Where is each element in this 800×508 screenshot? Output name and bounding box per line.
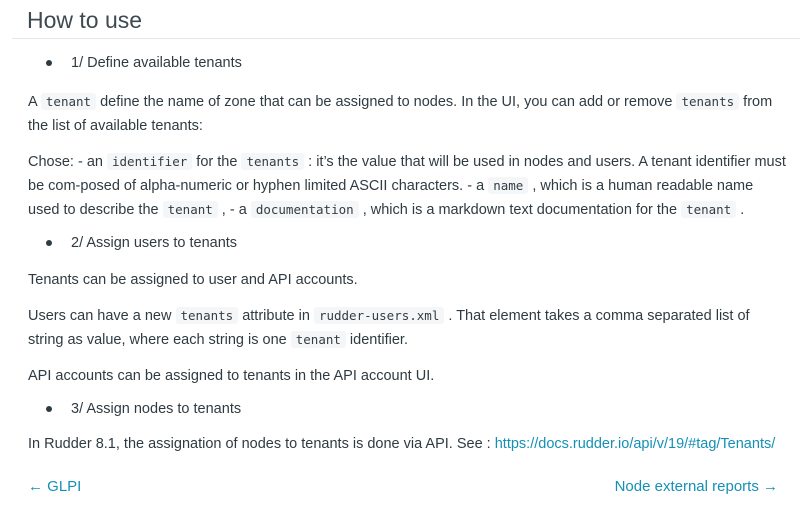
code-rudder-users-xml: rudder-users.xml: [314, 307, 444, 324]
code-identifier: identifier: [107, 153, 192, 170]
prev-page-link[interactable]: ← GLPI: [28, 478, 82, 495]
title-divider: [12, 38, 800, 39]
code-tenant: tenant: [291, 331, 346, 348]
text: attribute in: [238, 308, 314, 324]
code-tenant: tenant: [163, 201, 218, 218]
bullet-icon: [46, 406, 52, 412]
code-name: name: [488, 177, 528, 194]
step-1-item: [28, 50, 788, 76]
code-tenants: tenants: [241, 153, 304, 170]
step-2-label: 2/ Assign users to tenants: [71, 235, 238, 251]
step-3-item: [28, 396, 788, 422]
text: identifier.: [345, 332, 408, 348]
text: .: [736, 202, 745, 218]
text: from the list of available tenants:: [28, 94, 773, 134]
code-tenant: tenant: [681, 201, 736, 218]
code-tenant: tenant: [41, 93, 96, 110]
text: In Rudder 8.1, the assignation of nodes to tenants is done via API. See :: [28, 436, 495, 452]
next-page-link[interactable]: Node external reports →: [614, 478, 778, 495]
tenant-fields-paragraph: [28, 150, 788, 222]
page-title: How to use: [27, 7, 143, 33]
tenant-definition-paragraph: [28, 90, 788, 138]
tenants-api-link[interactable]: https://docs.rudder.io/api/v/19/#tag/Tenants/: [494, 436, 776, 452]
code-documentation: documentation: [251, 201, 359, 218]
users-paragraph: [28, 304, 788, 352]
text: , which is a human readable name used to describe the: [28, 178, 754, 218]
text: Users can have a new: [28, 308, 176, 324]
text: A: [28, 94, 41, 110]
text: , - a: [217, 202, 251, 218]
step-3-label: 3/ Assign nodes to tenants: [71, 401, 242, 417]
code-tenants: tenants: [176, 307, 239, 324]
nodes-paragraph: [28, 432, 788, 456]
text: , which is a markdown text documentation for the: [358, 202, 682, 218]
text: define the name of zone that can be assigned to nodes. In the UI, you can add or remove: [96, 94, 677, 110]
text: for the: [192, 154, 242, 170]
api-accounts-paragraph: API accounts can be assigned to tenants in the API account UI.: [28, 368, 435, 384]
text: . That element takes a comma separated list of string as value, where each string is one: [28, 308, 750, 348]
step-1-label: 1/ Define available tenants: [71, 55, 242, 71]
step-2-item: [28, 230, 788, 256]
bullet-icon: [46, 60, 52, 66]
text: : it’s the value that will be used in nodes and users. A tenant identifier must be com-posed of alpha-numeric or hyphen limited ASCII characters. - a: [28, 154, 786, 194]
content: [28, 50, 788, 456]
text: Chose: - an: [28, 154, 107, 170]
bullet-icon: [46, 240, 52, 246]
code-tenants: tenants: [676, 93, 739, 110]
accounts-paragraph: Tenants can be assigned to user and API accounts.: [28, 272, 358, 288]
